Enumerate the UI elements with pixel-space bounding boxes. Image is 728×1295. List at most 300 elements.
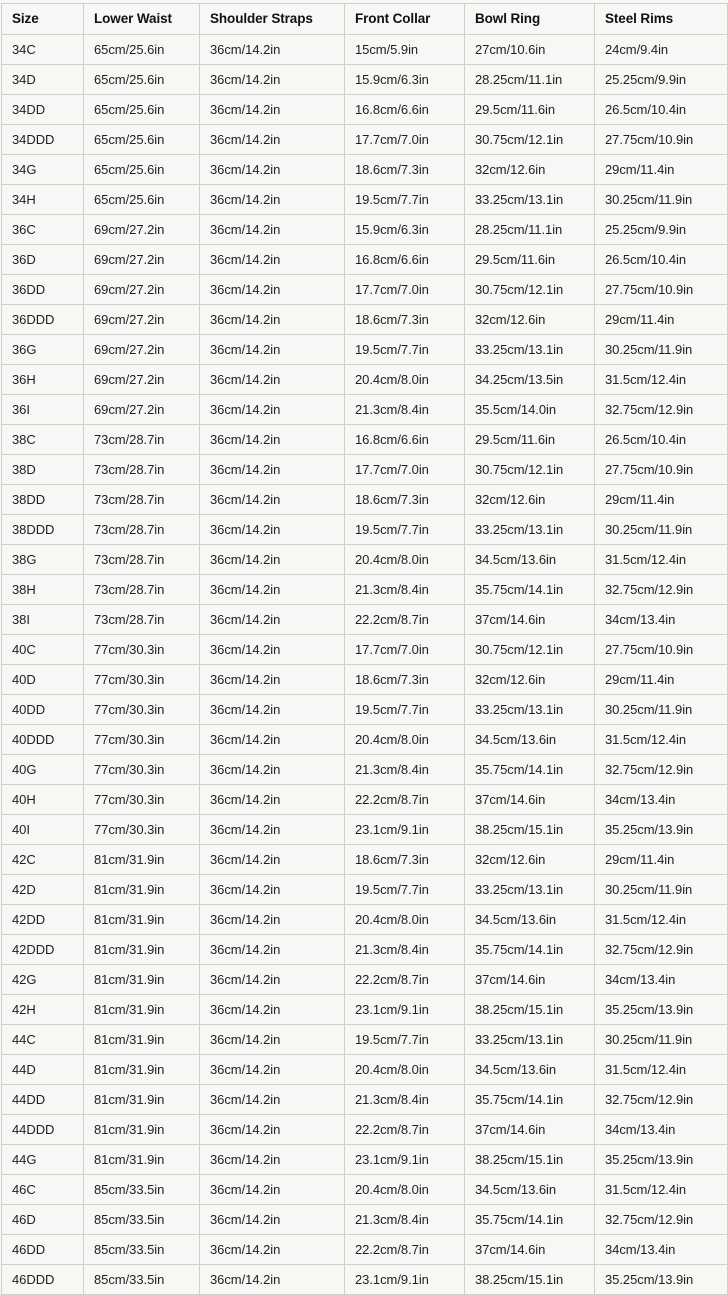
table-row (2, 635, 728, 665)
table-row (2, 305, 728, 335)
cell-bowl_ring: 33.25cm/13.1in (465, 695, 595, 725)
cell-size: 40I (2, 815, 84, 845)
cell-lower_waist: 77cm/30.3in (84, 695, 200, 725)
cell-bowl_ring: 35.75cm/14.1in (465, 1205, 595, 1235)
cell-size: 40DDD (2, 725, 84, 755)
cell-front_collar: 19.5cm/7.7in (345, 1025, 465, 1055)
cell-front_collar: 16.8cm/6.6in (345, 425, 465, 455)
cell-front_collar: 23.1cm/9.1in (345, 1265, 465, 1295)
cell-steel_rims: 34cm/13.4in (595, 1235, 728, 1265)
cell-steel_rims: 35.25cm/13.9in (595, 1265, 728, 1295)
cell-size: 36I (2, 395, 84, 425)
table-row (2, 185, 728, 215)
table-row (2, 515, 728, 545)
table-row (2, 695, 728, 725)
cell-size: 42D (2, 875, 84, 905)
cell-shoulder: 36cm/14.2in (200, 965, 345, 995)
table-row (2, 725, 728, 755)
cell-steel_rims: 34cm/13.4in (595, 1115, 728, 1145)
cell-lower_waist: 69cm/27.2in (84, 305, 200, 335)
table-row (2, 1145, 728, 1175)
cell-shoulder: 36cm/14.2in (200, 335, 345, 365)
cell-bowl_ring: 34.5cm/13.6in (465, 725, 595, 755)
cell-steel_rims: 25.25cm/9.9in (595, 65, 728, 95)
cell-lower_waist: 81cm/31.9in (84, 845, 200, 875)
table-row (2, 965, 728, 995)
cell-bowl_ring: 38.25cm/15.1in (465, 1145, 595, 1175)
cell-lower_waist: 65cm/25.6in (84, 95, 200, 125)
table-row (2, 935, 728, 965)
cell-size: 40G (2, 755, 84, 785)
table-row (2, 575, 728, 605)
cell-front_collar: 17.7cm/7.0in (345, 275, 465, 305)
cell-front_collar: 15.9cm/6.3in (345, 215, 465, 245)
table-row (2, 455, 728, 485)
cell-size: 34D (2, 65, 84, 95)
cell-bowl_ring: 37cm/14.6in (465, 1115, 595, 1145)
table-row (2, 65, 728, 95)
cell-lower_waist: 65cm/25.6in (84, 125, 200, 155)
cell-size: 36G (2, 335, 84, 365)
cell-steel_rims: 32.75cm/12.9in (595, 1205, 728, 1235)
cell-lower_waist: 77cm/30.3in (84, 635, 200, 665)
table-row (2, 335, 728, 365)
cell-front_collar: 19.5cm/7.7in (345, 335, 465, 365)
cell-size: 42G (2, 965, 84, 995)
cell-lower_waist: 81cm/31.9in (84, 995, 200, 1025)
cell-steel_rims: 29cm/11.4in (595, 845, 728, 875)
cell-bowl_ring: 37cm/14.6in (465, 605, 595, 635)
cell-lower_waist: 81cm/31.9in (84, 905, 200, 935)
table-row (2, 125, 728, 155)
table-row (2, 215, 728, 245)
cell-bowl_ring: 30.75cm/12.1in (465, 635, 595, 665)
cell-lower_waist: 69cm/27.2in (84, 365, 200, 395)
cell-bowl_ring: 38.25cm/15.1in (465, 1265, 595, 1295)
cell-shoulder: 36cm/14.2in (200, 605, 345, 635)
cell-shoulder: 36cm/14.2in (200, 905, 345, 935)
table-row (2, 1085, 728, 1115)
cell-steel_rims: 32.75cm/12.9in (595, 1085, 728, 1115)
cell-bowl_ring: 27cm/10.6in (465, 35, 595, 65)
cell-bowl_ring: 37cm/14.6in (465, 785, 595, 815)
cell-steel_rims: 31.5cm/12.4in (595, 1175, 728, 1205)
cell-bowl_ring: 35.75cm/14.1in (465, 935, 595, 965)
table-body (2, 35, 728, 1295)
cell-steel_rims: 34cm/13.4in (595, 785, 728, 815)
cell-size: 46C (2, 1175, 84, 1205)
cell-front_collar: 20.4cm/8.0in (345, 725, 465, 755)
cell-bowl_ring: 37cm/14.6in (465, 965, 595, 995)
table-row (2, 995, 728, 1025)
cell-lower_waist: 73cm/28.7in (84, 485, 200, 515)
cell-front_collar: 20.4cm/8.0in (345, 905, 465, 935)
cell-front_collar: 20.4cm/8.0in (345, 1055, 465, 1085)
cell-steel_rims: 35.25cm/13.9in (595, 995, 728, 1025)
cell-bowl_ring: 34.5cm/13.6in (465, 905, 595, 935)
cell-bowl_ring: 34.5cm/13.6in (465, 545, 595, 575)
cell-steel_rims: 27.75cm/10.9in (595, 275, 728, 305)
cell-shoulder: 36cm/14.2in (200, 695, 345, 725)
cell-lower_waist: 77cm/30.3in (84, 815, 200, 845)
cell-bowl_ring: 38.25cm/15.1in (465, 995, 595, 1025)
cell-steel_rims: 35.25cm/13.9in (595, 1145, 728, 1175)
cell-steel_rims: 30.25cm/11.9in (595, 515, 728, 545)
cell-bowl_ring: 28.25cm/11.1in (465, 65, 595, 95)
table-row (2, 905, 728, 935)
cell-bowl_ring: 34.5cm/13.6in (465, 1055, 595, 1085)
cell-size: 34C (2, 35, 84, 65)
cell-shoulder: 36cm/14.2in (200, 995, 345, 1025)
cell-steel_rims: 29cm/11.4in (595, 485, 728, 515)
cell-lower_waist: 85cm/33.5in (84, 1175, 200, 1205)
cell-shoulder: 36cm/14.2in (200, 545, 345, 575)
cell-shoulder: 36cm/14.2in (200, 1205, 345, 1235)
cell-lower_waist: 85cm/33.5in (84, 1205, 200, 1235)
cell-bowl_ring: 29.5cm/11.6in (465, 245, 595, 275)
table-row (2, 875, 728, 905)
cell-shoulder: 36cm/14.2in (200, 1055, 345, 1085)
cell-bowl_ring: 30.75cm/12.1in (465, 125, 595, 155)
cell-front_collar: 20.4cm/8.0in (345, 545, 465, 575)
cell-front_collar: 21.3cm/8.4in (345, 575, 465, 605)
cell-shoulder: 36cm/14.2in (200, 725, 345, 755)
cell-front_collar: 17.7cm/7.0in (345, 635, 465, 665)
table-row (2, 155, 728, 185)
cell-shoulder: 36cm/14.2in (200, 485, 345, 515)
table-row (2, 1115, 728, 1145)
table-row (2, 815, 728, 845)
cell-front_collar: 19.5cm/7.7in (345, 515, 465, 545)
cell-size: 40DD (2, 695, 84, 725)
table-row (2, 275, 728, 305)
cell-bowl_ring: 32cm/12.6in (465, 485, 595, 515)
cell-size: 36C (2, 215, 84, 245)
cell-bowl_ring: 30.75cm/12.1in (465, 455, 595, 485)
cell-shoulder: 36cm/14.2in (200, 155, 345, 185)
cell-front_collar: 21.3cm/8.4in (345, 395, 465, 425)
cell-steel_rims: 30.25cm/11.9in (595, 875, 728, 905)
table-row (2, 1235, 728, 1265)
cell-steel_rims: 29cm/11.4in (595, 155, 728, 185)
cell-bowl_ring: 33.25cm/13.1in (465, 515, 595, 545)
cell-front_collar: 21.3cm/8.4in (345, 935, 465, 965)
cell-front_collar: 16.8cm/6.6in (345, 245, 465, 275)
column-header-front_collar: Front Collar (345, 4, 465, 35)
cell-steel_rims: 27.75cm/10.9in (595, 455, 728, 485)
cell-shoulder: 36cm/14.2in (200, 125, 345, 155)
cell-lower_waist: 81cm/31.9in (84, 1115, 200, 1145)
cell-lower_waist: 69cm/27.2in (84, 395, 200, 425)
cell-bowl_ring: 33.25cm/13.1in (465, 1025, 595, 1055)
cell-front_collar: 21.3cm/8.4in (345, 1205, 465, 1235)
cell-steel_rims: 30.25cm/11.9in (595, 1025, 728, 1055)
cell-front_collar: 20.4cm/8.0in (345, 365, 465, 395)
table-row (2, 755, 728, 785)
cell-front_collar: 18.6cm/7.3in (345, 155, 465, 185)
cell-lower_waist: 77cm/30.3in (84, 755, 200, 785)
cell-shoulder: 36cm/14.2in (200, 1235, 345, 1265)
cell-front_collar: 19.5cm/7.7in (345, 185, 465, 215)
cell-front_collar: 15cm/5.9in (345, 35, 465, 65)
cell-front_collar: 18.6cm/7.3in (345, 485, 465, 515)
cell-steel_rims: 24cm/9.4in (595, 35, 728, 65)
table-row (2, 245, 728, 275)
cell-shoulder: 36cm/14.2in (200, 455, 345, 485)
cell-shoulder: 36cm/14.2in (200, 635, 345, 665)
cell-steel_rims: 34cm/13.4in (595, 965, 728, 995)
table-row (2, 365, 728, 395)
cell-bowl_ring: 33.25cm/13.1in (465, 335, 595, 365)
cell-front_collar: 23.1cm/9.1in (345, 815, 465, 845)
cell-steel_rims: 32.75cm/12.9in (595, 395, 728, 425)
cell-steel_rims: 26.5cm/10.4in (595, 245, 728, 275)
table-row (2, 605, 728, 635)
cell-steel_rims: 31.5cm/12.4in (595, 1055, 728, 1085)
cell-bowl_ring: 38.25cm/15.1in (465, 815, 595, 845)
cell-size: 38DD (2, 485, 84, 515)
column-header-steel_rims: Steel Rims (595, 4, 728, 35)
cell-bowl_ring: 33.25cm/13.1in (465, 875, 595, 905)
cell-steel_rims: 32.75cm/12.9in (595, 575, 728, 605)
cell-size: 46DD (2, 1235, 84, 1265)
cell-size: 34G (2, 155, 84, 185)
table-row (2, 395, 728, 425)
cell-steel_rims: 34cm/13.4in (595, 605, 728, 635)
cell-front_collar: 19.5cm/7.7in (345, 695, 465, 725)
cell-size: 36DDD (2, 305, 84, 335)
cell-bowl_ring: 37cm/14.6in (465, 1235, 595, 1265)
cell-steel_rims: 26.5cm/10.4in (595, 95, 728, 125)
cell-front_collar: 22.2cm/8.7in (345, 1235, 465, 1265)
cell-lower_waist: 85cm/33.5in (84, 1235, 200, 1265)
cell-shoulder: 36cm/14.2in (200, 575, 345, 605)
cell-bowl_ring: 32cm/12.6in (465, 155, 595, 185)
cell-size: 44C (2, 1025, 84, 1055)
cell-lower_waist: 65cm/25.6in (84, 65, 200, 95)
cell-front_collar: 16.8cm/6.6in (345, 95, 465, 125)
cell-lower_waist: 73cm/28.7in (84, 575, 200, 605)
cell-lower_waist: 69cm/27.2in (84, 335, 200, 365)
cell-shoulder: 36cm/14.2in (200, 1085, 345, 1115)
size-chart-table (1, 3, 728, 1295)
cell-front_collar: 21.3cm/8.4in (345, 1085, 465, 1115)
cell-steel_rims: 31.5cm/12.4in (595, 545, 728, 575)
cell-shoulder: 36cm/14.2in (200, 815, 345, 845)
cell-steel_rims: 32.75cm/12.9in (595, 935, 728, 965)
table-row (2, 545, 728, 575)
cell-front_collar: 19.5cm/7.7in (345, 875, 465, 905)
cell-size: 44D (2, 1055, 84, 1085)
cell-shoulder: 36cm/14.2in (200, 95, 345, 125)
cell-size: 36D (2, 245, 84, 275)
cell-lower_waist: 77cm/30.3in (84, 665, 200, 695)
cell-lower_waist: 65cm/25.6in (84, 35, 200, 65)
cell-steel_rims: 30.25cm/11.9in (595, 695, 728, 725)
cell-size: 46D (2, 1205, 84, 1235)
cell-shoulder: 36cm/14.2in (200, 305, 345, 335)
cell-steel_rims: 27.75cm/10.9in (595, 635, 728, 665)
cell-size: 38I (2, 605, 84, 635)
cell-size: 44G (2, 1145, 84, 1175)
cell-shoulder: 36cm/14.2in (200, 935, 345, 965)
cell-front_collar: 20.4cm/8.0in (345, 1175, 465, 1205)
cell-lower_waist: 69cm/27.2in (84, 275, 200, 305)
table-row (2, 95, 728, 125)
cell-shoulder: 36cm/14.2in (200, 665, 345, 695)
table-row (2, 35, 728, 65)
cell-lower_waist: 81cm/31.9in (84, 1025, 200, 1055)
cell-steel_rims: 31.5cm/12.4in (595, 365, 728, 395)
cell-shoulder: 36cm/14.2in (200, 215, 345, 245)
cell-shoulder: 36cm/14.2in (200, 1145, 345, 1175)
cell-steel_rims: 29cm/11.4in (595, 665, 728, 695)
cell-size: 44DDD (2, 1115, 84, 1145)
cell-front_collar: 17.7cm/7.0in (345, 455, 465, 485)
cell-front_collar: 22.2cm/8.7in (345, 965, 465, 995)
cell-bowl_ring: 30.75cm/12.1in (465, 275, 595, 305)
cell-front_collar: 18.6cm/7.3in (345, 305, 465, 335)
cell-size: 42DDD (2, 935, 84, 965)
cell-shoulder: 36cm/14.2in (200, 845, 345, 875)
cell-size: 42DD (2, 905, 84, 935)
cell-size: 38G (2, 545, 84, 575)
cell-front_collar: 22.2cm/8.7in (345, 785, 465, 815)
cell-front_collar: 21.3cm/8.4in (345, 755, 465, 785)
cell-shoulder: 36cm/14.2in (200, 65, 345, 95)
cell-shoulder: 36cm/14.2in (200, 35, 345, 65)
cell-front_collar: 23.1cm/9.1in (345, 1145, 465, 1175)
cell-steel_rims: 29cm/11.4in (595, 305, 728, 335)
cell-size: 42H (2, 995, 84, 1025)
cell-bowl_ring: 34.5cm/13.6in (465, 1175, 595, 1205)
cell-bowl_ring: 34.25cm/13.5in (465, 365, 595, 395)
cell-lower_waist: 73cm/28.7in (84, 545, 200, 575)
cell-size: 34H (2, 185, 84, 215)
cell-shoulder: 36cm/14.2in (200, 245, 345, 275)
cell-front_collar: 23.1cm/9.1in (345, 995, 465, 1025)
cell-lower_waist: 73cm/28.7in (84, 425, 200, 455)
cell-steel_rims: 31.5cm/12.4in (595, 725, 728, 755)
column-header-size: Size (2, 4, 84, 35)
cell-shoulder: 36cm/14.2in (200, 1175, 345, 1205)
cell-steel_rims: 30.25cm/11.9in (595, 335, 728, 365)
cell-lower_waist: 81cm/31.9in (84, 965, 200, 995)
cell-bowl_ring: 33.25cm/13.1in (465, 185, 595, 215)
cell-shoulder: 36cm/14.2in (200, 395, 345, 425)
cell-bowl_ring: 35.75cm/14.1in (465, 755, 595, 785)
cell-bowl_ring: 35.75cm/14.1in (465, 575, 595, 605)
cell-size: 40D (2, 665, 84, 695)
cell-front_collar: 18.6cm/7.3in (345, 665, 465, 695)
cell-size: 42C (2, 845, 84, 875)
cell-lower_waist: 81cm/31.9in (84, 1085, 200, 1115)
cell-lower_waist: 65cm/25.6in (84, 155, 200, 185)
cell-steel_rims: 35.25cm/13.9in (595, 815, 728, 845)
table-row (2, 1205, 728, 1235)
cell-bowl_ring: 28.25cm/11.1in (465, 215, 595, 245)
table-row (2, 665, 728, 695)
table-row (2, 785, 728, 815)
cell-lower_waist: 81cm/31.9in (84, 935, 200, 965)
cell-bowl_ring: 35.5cm/14.0in (465, 395, 595, 425)
cell-size: 34DDD (2, 125, 84, 155)
header-row (2, 4, 728, 35)
cell-shoulder: 36cm/14.2in (200, 785, 345, 815)
cell-size: 36H (2, 365, 84, 395)
cell-lower_waist: 73cm/28.7in (84, 455, 200, 485)
cell-size: 40H (2, 785, 84, 815)
cell-bowl_ring: 29.5cm/11.6in (465, 95, 595, 125)
cell-size: 38C (2, 425, 84, 455)
column-header-lower_waist: Lower Waist (84, 4, 200, 35)
cell-size: 38DDD (2, 515, 84, 545)
table-row (2, 1175, 728, 1205)
table-row (2, 485, 728, 515)
cell-size: 46DDD (2, 1265, 84, 1295)
cell-shoulder: 36cm/14.2in (200, 875, 345, 905)
cell-front_collar: 17.7cm/7.0in (345, 125, 465, 155)
cell-lower_waist: 77cm/30.3in (84, 725, 200, 755)
cell-shoulder: 36cm/14.2in (200, 425, 345, 455)
cell-bowl_ring: 29.5cm/11.6in (465, 425, 595, 455)
cell-lower_waist: 81cm/31.9in (84, 1145, 200, 1175)
cell-front_collar: 15.9cm/6.3in (345, 65, 465, 95)
cell-bowl_ring: 32cm/12.6in (465, 665, 595, 695)
cell-bowl_ring: 32cm/12.6in (465, 845, 595, 875)
column-header-bowl_ring: Bowl Ring (465, 4, 595, 35)
table-row (2, 845, 728, 875)
cell-steel_rims: 26.5cm/10.4in (595, 425, 728, 455)
cell-size: 38D (2, 455, 84, 485)
cell-shoulder: 36cm/14.2in (200, 1025, 345, 1055)
cell-steel_rims: 30.25cm/11.9in (595, 185, 728, 215)
table-row (2, 1265, 728, 1295)
cell-lower_waist: 81cm/31.9in (84, 875, 200, 905)
cell-steel_rims: 32.75cm/12.9in (595, 755, 728, 785)
column-header-shoulder: Shoulder Straps (200, 4, 345, 35)
cell-lower_waist: 69cm/27.2in (84, 245, 200, 275)
cell-front_collar: 22.2cm/8.7in (345, 1115, 465, 1145)
cell-shoulder: 36cm/14.2in (200, 1265, 345, 1295)
cell-shoulder: 36cm/14.2in (200, 755, 345, 785)
cell-steel_rims: 25.25cm/9.9in (595, 215, 728, 245)
cell-shoulder: 36cm/14.2in (200, 275, 345, 305)
table-row (2, 1055, 728, 1085)
cell-shoulder: 36cm/14.2in (200, 365, 345, 395)
cell-lower_waist: 73cm/28.7in (84, 515, 200, 545)
cell-bowl_ring: 35.75cm/14.1in (465, 1085, 595, 1115)
cell-lower_waist: 73cm/28.7in (84, 605, 200, 635)
cell-front_collar: 18.6cm/7.3in (345, 845, 465, 875)
table-header (2, 4, 728, 35)
cell-size: 34DD (2, 95, 84, 125)
table-row (2, 425, 728, 455)
cell-steel_rims: 27.75cm/10.9in (595, 125, 728, 155)
cell-shoulder: 36cm/14.2in (200, 185, 345, 215)
cell-lower_waist: 85cm/33.5in (84, 1265, 200, 1295)
cell-lower_waist: 81cm/31.9in (84, 1055, 200, 1085)
cell-front_collar: 22.2cm/8.7in (345, 605, 465, 635)
cell-lower_waist: 69cm/27.2in (84, 215, 200, 245)
cell-size: 40C (2, 635, 84, 665)
cell-bowl_ring: 32cm/12.6in (465, 305, 595, 335)
cell-shoulder: 36cm/14.2in (200, 1115, 345, 1145)
cell-lower_waist: 65cm/25.6in (84, 185, 200, 215)
cell-size: 36DD (2, 275, 84, 305)
cell-size: 44DD (2, 1085, 84, 1115)
cell-size: 38H (2, 575, 84, 605)
